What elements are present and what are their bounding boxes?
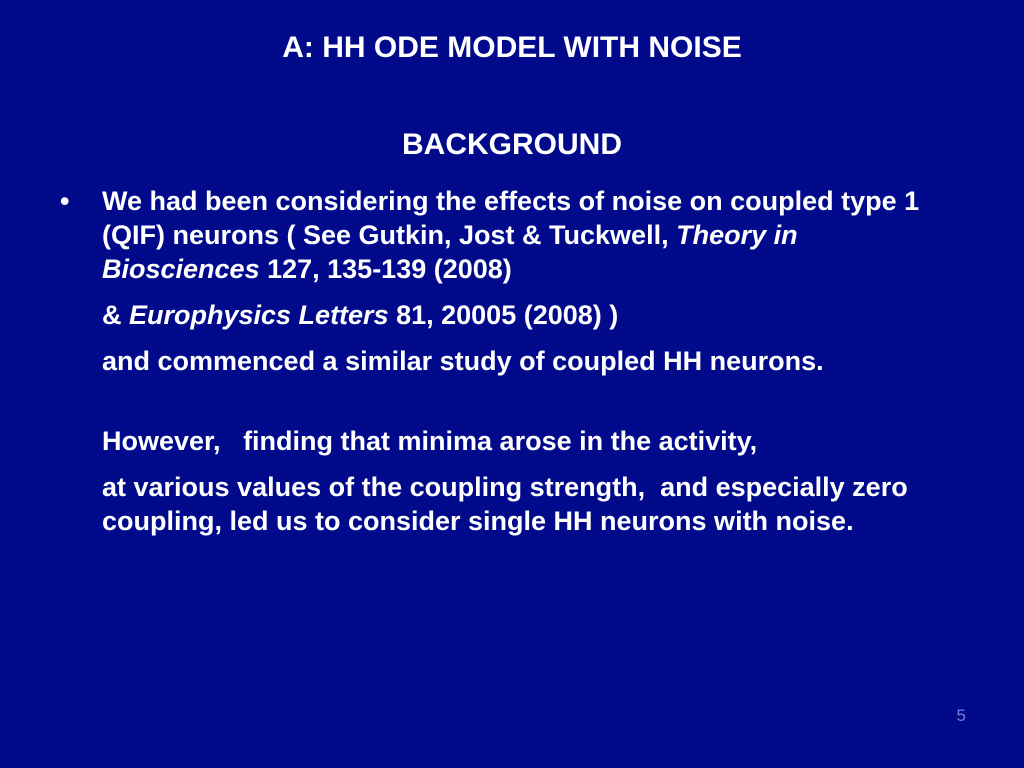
paragraph-4: However, finding that minima arose in the activity, bbox=[102, 426, 758, 456]
slide-body bbox=[60, 184, 960, 538]
paragraph-1-text-b: 127, 135-139 (2008) bbox=[259, 254, 512, 284]
paragraph-2-text-a: & bbox=[102, 300, 129, 330]
paragraph-3: and commenced a similar study of coupled HH neurons. bbox=[102, 346, 824, 376]
paragraph-5: at various values of the coupling strength, and especially zero coupling, led us to consider single HH neurons with noise. bbox=[102, 472, 916, 536]
paragraph-1-journal: Theory in Biosciences bbox=[102, 220, 798, 284]
paragraph-1-text-a: We had been considering the effects of noise on coupled type 1 (QIF) neurons ( See Gutkin, Jost & Tuckwell, bbox=[102, 186, 920, 250]
bullet-icon: • bbox=[60, 186, 70, 216]
paragraph-2-text-b: 81, 20005 (2008) ) bbox=[388, 300, 619, 330]
slide-subtitle: BACKGROUND bbox=[402, 128, 622, 161]
paragraph-2-journal: Europhysics Letters bbox=[129, 300, 389, 330]
slide-title: A: HH ODE MODEL WITH NOISE bbox=[282, 31, 742, 64]
paragraph-1 bbox=[102, 184, 960, 286]
page-number: 5 bbox=[956, 706, 966, 725]
paragraph-2 bbox=[102, 298, 960, 332]
